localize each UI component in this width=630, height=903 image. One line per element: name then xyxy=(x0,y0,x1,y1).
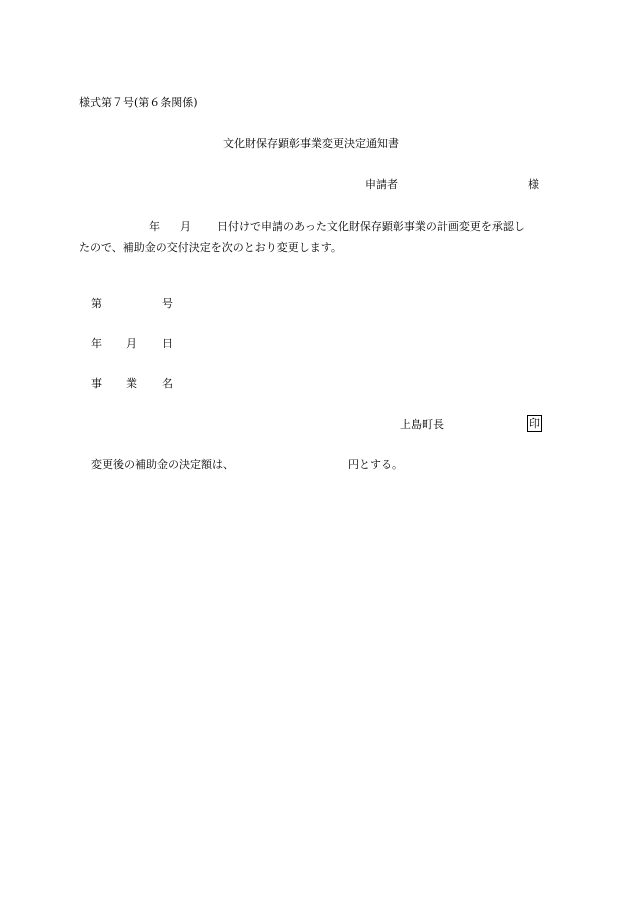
project-name-label-2: 業 xyxy=(126,377,137,390)
notice-body-line-2: たので、補助金の交付決定を次のとおり変更します。 xyxy=(79,241,342,254)
body-line-1-text: 日付けで申請のあった文化財保存顕彰事業の計画変更を承認し xyxy=(217,220,525,233)
form-number: 様式第７号(第６条関係) xyxy=(79,96,198,109)
notice-body-line-1 xyxy=(79,216,549,237)
decision-text: 変更後の補助金の決定額は、 xyxy=(91,458,234,471)
honorific-sama: 様 xyxy=(528,178,539,191)
applicant-label: 申請者 xyxy=(365,178,398,191)
notice-body xyxy=(79,216,549,258)
project-name-label-3: 名 xyxy=(162,377,173,390)
date-month-label: 月 xyxy=(126,337,137,350)
date-year-label: 年 xyxy=(91,337,102,350)
issuer-title: 上島町長 xyxy=(400,418,444,431)
seal-stamp: 印 xyxy=(529,417,540,430)
body-year-unit: 年 xyxy=(149,220,160,233)
decision-unit: 円とする。 xyxy=(348,458,403,471)
project-name-label-1: 事 xyxy=(91,377,102,390)
number-prefix: 第 xyxy=(91,297,102,310)
document-title: 文化財保存顕彰事業変更決定通知書 xyxy=(223,137,399,150)
body-month-unit: 月 xyxy=(180,220,191,233)
number-suffix: 号 xyxy=(162,297,173,310)
date-day-label: 日 xyxy=(162,337,173,350)
